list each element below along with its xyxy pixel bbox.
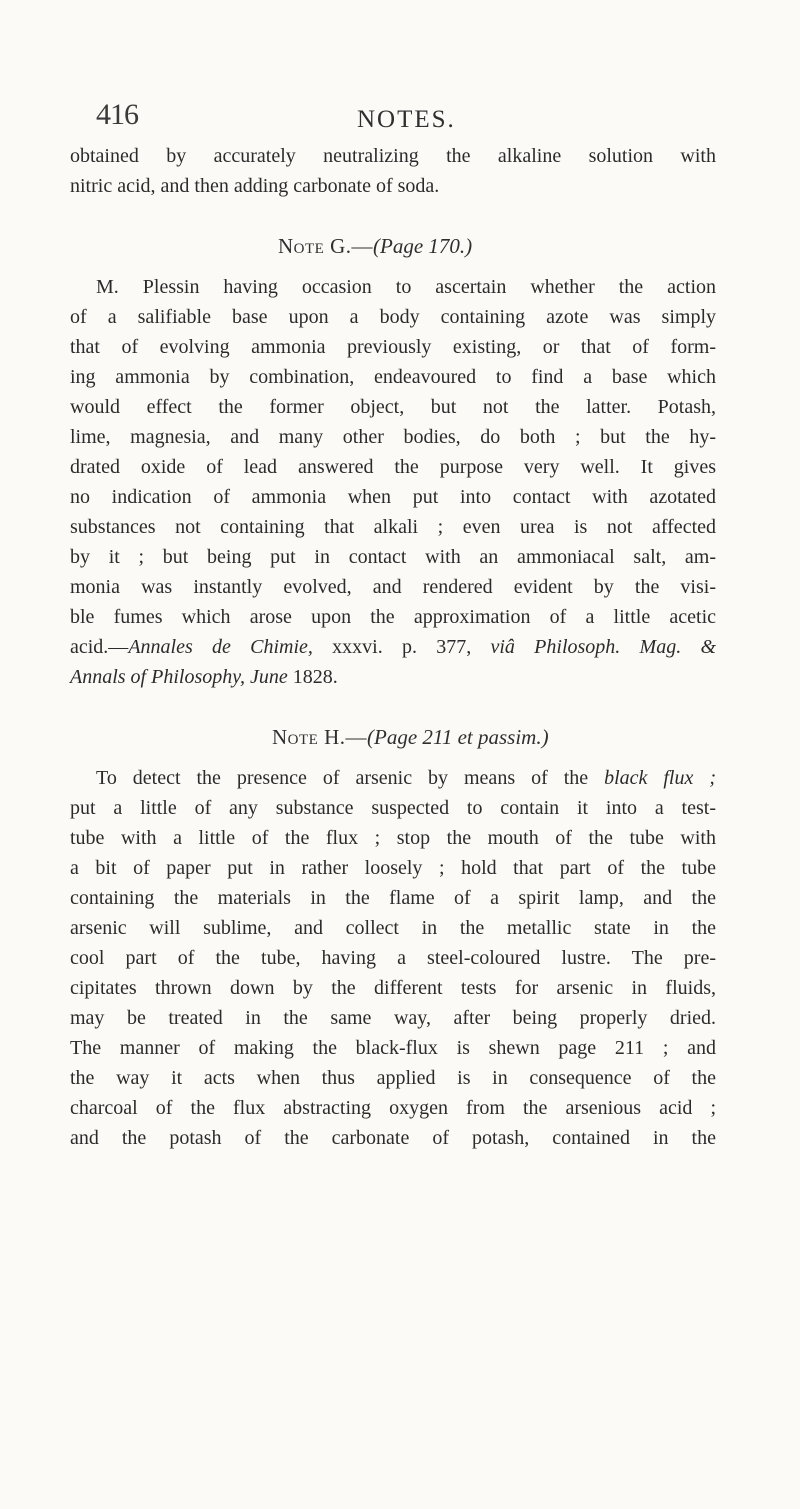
note-h-heading: [272, 725, 549, 750]
body-line: containing the materials in the flame of a spirit lamp, and the: [70, 887, 716, 909]
citation-text: acid.—: [70, 636, 129, 658]
citation-year: 1828.: [287, 666, 338, 688]
body-line: a bit of paper put in rather loosely ; hold that part of the tube: [70, 857, 716, 879]
note-g-heading: [278, 234, 472, 259]
page-number: 416: [96, 98, 138, 131]
body-line: cipitates thrown down by the different tests for arsenic in fluids,: [70, 977, 716, 999]
body-line: obtained by accurately neutralizing the alkaline solution with: [70, 145, 716, 167]
body-line: ing ammonia by combination, endeavoured to find a base which: [70, 366, 716, 388]
note-h-label: Note H.—: [272, 725, 367, 749]
body-line: drated oxide of lead answered the purpose very well. It gives: [70, 456, 716, 478]
body-line: arsenic will sublime, and collect in the metallic state in the: [70, 917, 716, 939]
body-line: lime, magnesia, and many other bodies, do both ; but the hy-: [70, 426, 716, 448]
body-line: cool part of the tube, having a steel-coloured lustre. The pre-: [70, 947, 716, 969]
journal-title: Annales de Chimie,: [128, 636, 313, 658]
body-text: To detect the presence of arsenic by means of the: [96, 767, 605, 789]
citation-line: [70, 665, 716, 689]
body-line: would effect the former object, but not the latter. Potash,: [70, 396, 716, 418]
body-line: M. Plessin having occasion to ascertain whether the action: [96, 276, 716, 298]
body-line: tube with a little of the flux ; stop the mouth of the tube with: [70, 827, 716, 849]
body-line: and the potash of the carbonate of potash, contained in the: [70, 1127, 716, 1149]
body-line: may be treated in the same way, after being properly dried.: [70, 1007, 716, 1029]
body-line: monia was instantly evolved, and rendered evident by the visi-: [70, 576, 716, 598]
note-h-page-ref: (Page 211 et passim.): [367, 725, 549, 749]
note-g-label: Note G.—: [278, 234, 373, 258]
body-line: ble fumes which arose upon the approximation of a little acetic: [70, 606, 716, 628]
body-line: put a little of any substance suspected to contain it into a test-: [70, 797, 716, 819]
note-g-page-ref: (Page 170.): [373, 234, 473, 258]
body-line: the way it acts when thus applied is in consequence of the: [70, 1067, 716, 1089]
body-line: substances not containing that alkali ; even urea is not affected: [70, 516, 716, 538]
body-line: The manner of making the black-flux is shewn page 211 ; and: [70, 1037, 716, 1059]
journal-title: Annals of Philosophy, June: [70, 666, 288, 688]
body-line: by it ; but being put in contact with an ammoniacal salt, am-: [70, 546, 716, 568]
citation-line: [70, 635, 716, 659]
body-line: charcoal of the flux abstracting oxygen from the arsenious acid ;: [70, 1097, 716, 1119]
body-line: [96, 766, 716, 790]
journal-title: viâ Philosoph. Mag. &: [490, 636, 717, 658]
citation-text: xxxvi. p. 377,: [312, 636, 491, 658]
body-line: no indication of ammonia when put into contact with azotated: [70, 486, 716, 508]
body-line: of a salifiable base upon a body containing azote was simply: [70, 306, 716, 328]
emphasis-text: black flux ;: [604, 767, 716, 789]
body-line: nitric acid, and then adding carbonate of soda.: [70, 175, 440, 197]
running-head: NOTES.: [357, 106, 456, 133]
body-line: that of evolving ammonia previously existing, or that of form-: [70, 336, 716, 358]
